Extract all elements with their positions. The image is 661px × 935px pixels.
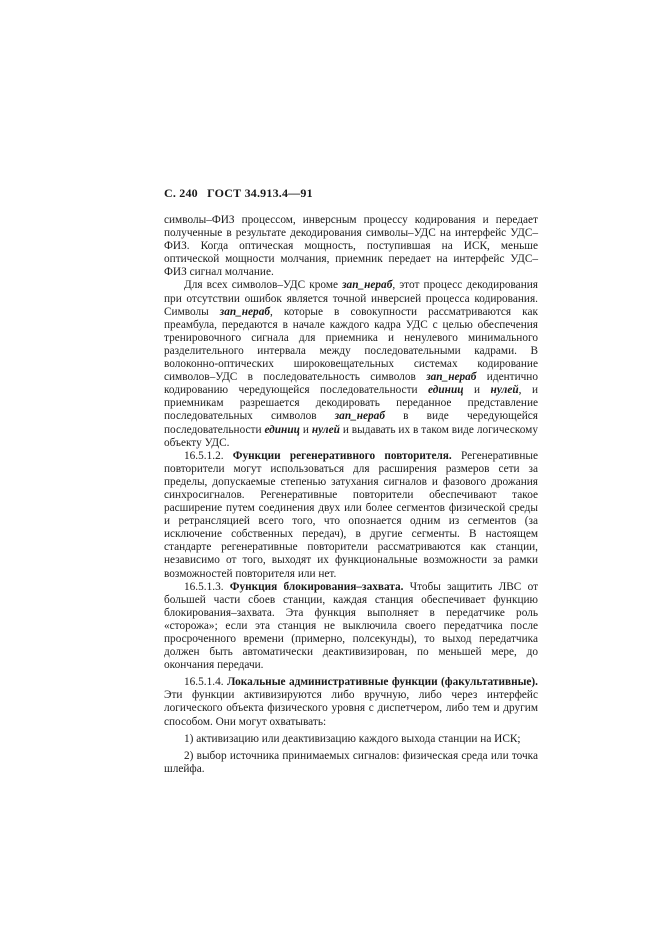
text-run: и выдавать их в таком виде логическому объекту УДС.	[164, 423, 538, 449]
text-run: идентично кодированию чередующейся последовательности	[164, 371, 538, 397]
paragraph	[164, 733, 538, 746]
page-header	[164, 186, 319, 201]
emphasis-term: зап_нераб	[334, 410, 385, 423]
text-run: 16.5.1.4.	[184, 676, 227, 689]
text-run: 1) активизацию или деактивизацию каждого выхода станции на ИСК;	[184, 732, 521, 745]
text-run: и	[463, 384, 491, 397]
paragraph	[164, 450, 538, 581]
emphasis-term: нулей	[490, 384, 519, 397]
text-run: , этот процесс декодирования при отсутствии ошибок является точной инверсией процесса кодирования. Символы	[164, 279, 538, 318]
paragraph	[164, 581, 538, 673]
text-run: Эти функции активизируются либо вручную, либо через интерфейс логического объекта физического уровня с диспетчером, либо тем и другим способом. Они могут охватывать:	[164, 689, 538, 728]
text-run: Для всех символов–УДС кроме	[184, 279, 343, 292]
text-run: , которые в совокупности рассматриваются как преамбула, передаются в начале каждого кадра УДС с целью обеспечения тренировочного сигнала для приемника и ненулевого минимального разделительного интервала между последовательными кадрами. В волоконно-оптических широковещательных системах кодирование символов–УДС в последовательность символов	[164, 305, 538, 384]
text-run: в виде чередующейся последовательности	[164, 410, 538, 436]
paragraph	[164, 279, 538, 449]
text-run: 16.5.1.3.	[184, 580, 230, 593]
text-run: 2) выбор источника принимаемых сигналов: физическая среда или точка шлейфа.	[164, 749, 538, 775]
emphasis-term: единиц	[264, 423, 300, 436]
text-run: Регенеративные повторители могут использоваться для расширения размеров сети за пределы, допускаемые степенью затухания сигналов и фазового дрожания синхросигналов. Регенеративные повторители обеспечивают такое расширение путем соединения двух или более сегментов физической среды и ретрансляцией всего того, что опознается одним из сегментов (за исключение собственных передач), в другие сегменты. В настоящем стандарте регенеративные повторители рассматриваются как станции, независимо от того, выходят их функциональные возможности за рамки возможностей повторителя или нет.	[164, 449, 538, 580]
paragraph	[164, 750, 538, 776]
section-heading: Локальные административные функции (факультативные).	[227, 676, 538, 689]
paragraph	[164, 214, 538, 279]
paragraph	[164, 676, 538, 728]
emphasis-term: зап_нераб	[342, 279, 393, 292]
text-run: символы–ФИЗ процессом, инверсным процессу кодирования и передает полученные в результате декодирования символы–УДС на интерфейс УДС–ФИЗ. Когда оптическая мощность, поступившая на ИСК, меньше оптической мощности молчания, приемник передает на интерфейс УДС–ФИЗ сигнал молчание.	[164, 214, 538, 279]
standard-number: ГОСТ 34.913.4—91	[207, 186, 313, 200]
section-heading: Функции регенеративного повторителя.	[232, 449, 452, 462]
section-heading: Функция блокирования–захвата.	[229, 580, 404, 593]
emphasis-term: зап_нераб	[426, 371, 477, 384]
emphasis-term: единиц	[428, 384, 464, 397]
page-number: С. 240	[164, 186, 198, 200]
emphasis-term: зап_нераб	[219, 305, 270, 318]
text-run: Чтобы защитить ЛВС от большей части сбоев станции, каждая станция обеспечивает функцию блокирования–захвата. Эта функция выполняет в передатчике роль «сторожа»; если эта станция не выключила своего передатчика после просроченного времени (примерно, полсекунды), то выход передатчика должен быть автоматически деактивизирован, по меньшей мере, до окончания передачи.	[164, 580, 539, 672]
text-run: и	[299, 423, 312, 436]
emphasis-term: нулей	[311, 423, 340, 436]
text-run: , и приемникам разрешается декодировать переданное представление последовательных символов	[164, 384, 538, 423]
document-body	[164, 214, 538, 776]
text-run: 16.5.1.2.	[184, 449, 233, 462]
